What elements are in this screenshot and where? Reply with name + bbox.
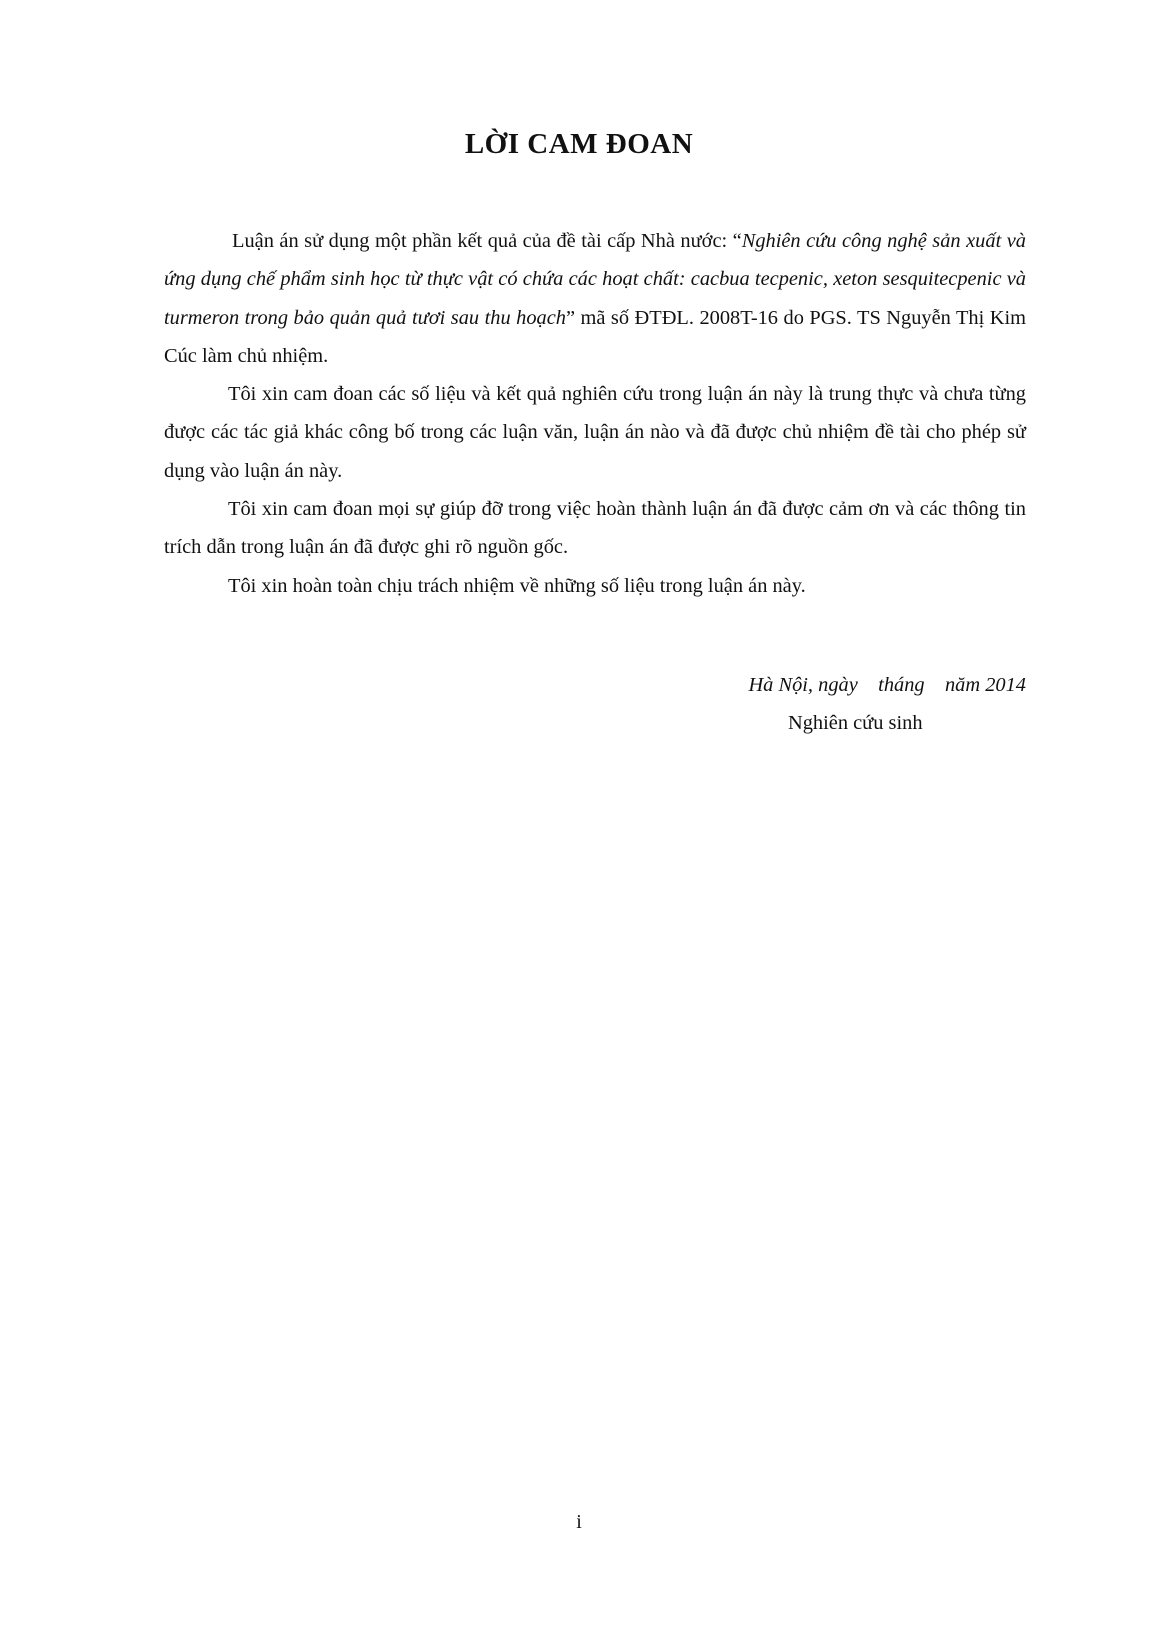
page-number: i — [576, 1511, 582, 1533]
project-title-italic: Nghiên cứu công nghệ sản xuất và ứng dụng chế phẩm sinh học từ thực vật có chứa các hoạt chất: cacbua tecpenic, xeton sesquitecpenic và turmeron trong bảo quản quả tươi sau thu hoạch — [164, 230, 1026, 329]
page-title: LỜI CAM ĐOAN — [464, 128, 694, 160]
paragraph-responsibility — [164, 567, 1026, 605]
signature-role: Nghiên cứu sinh — [788, 712, 923, 735]
paragraph-4-text: Tôi xin hoàn toàn chịu trách nhiệm về những số liệu trong luận án này. — [228, 574, 806, 597]
paragraph-project-reference — [164, 222, 1026, 375]
declaration-body — [164, 222, 1026, 605]
paragraph-acknowledgement — [164, 490, 1026, 567]
signature-date: Hà Nội, ngày tháng năm 2014 — [748, 674, 1026, 696]
paragraph-1-text-end: ” mã số ĐTĐL. 2008T-16 do PGS. TS Nguyễn Thị Kim Cúc làm chủ nhiệm. — [164, 306, 1026, 367]
paragraph-3-text: Tôi xin cam đoan mọi sự giúp đỡ trong việc hoàn thành luận án đã được cảm ơn và các thông tin trích dẫn trong luận án đã được ghi rõ nguồn gốc. — [164, 498, 1026, 559]
paragraph-data-honesty — [164, 375, 1026, 490]
paragraph-2-text: Tôi xin cam đoan các số liệu và kết quả nghiên cứu trong luận án này là trung thực và chưa từng được các tác giả khác công bố trong các luận văn, luận án nào và đã được chủ nhiệm đề tài cho phép sử dụng vào luận án này. — [164, 383, 1026, 482]
signature-block — [600, 666, 1026, 743]
paragraph-1-text: Luận án sử dụng một phần kết quả của đề tài cấp Nhà nước: “ — [232, 230, 742, 252]
